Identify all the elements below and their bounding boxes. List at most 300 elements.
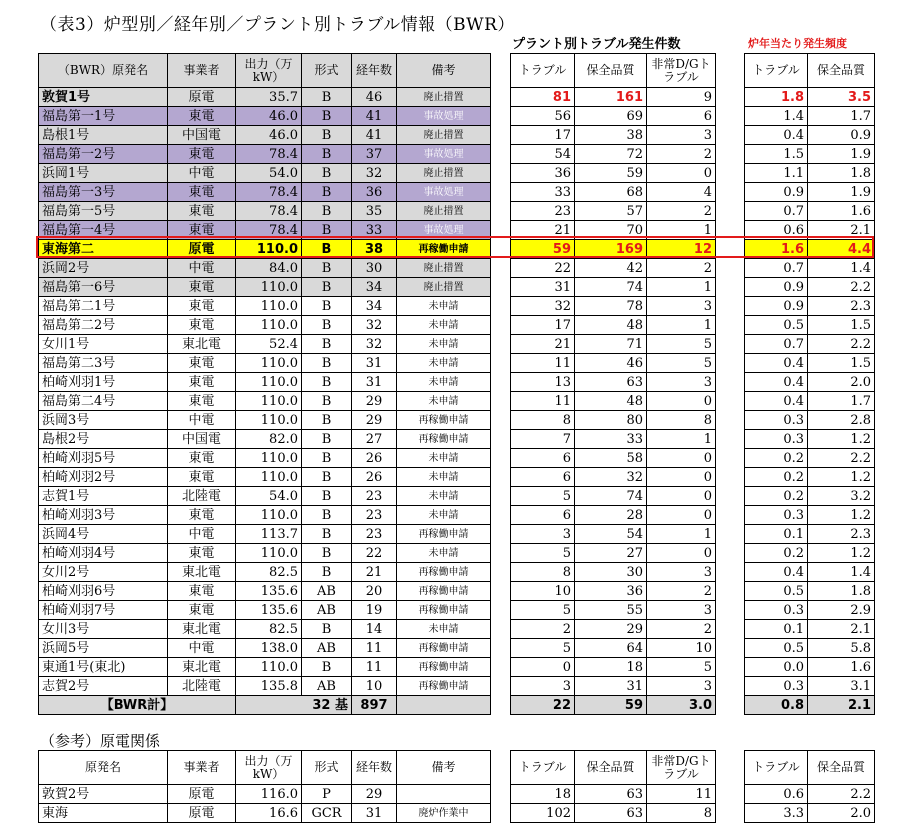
operator: 東電 (168, 316, 236, 335)
freq-hozen: 1.9 (808, 145, 875, 164)
dg-count: 8 (647, 804, 716, 823)
table-row (39, 582, 491, 601)
count-total-row (511, 696, 716, 715)
reactor-type: B (302, 430, 352, 449)
col-ftrouble-header: トラブル (745, 54, 808, 88)
table-row (39, 620, 491, 639)
count-row (511, 145, 716, 164)
trouble-count: 31 (511, 278, 575, 297)
plant-info-table (38, 53, 491, 715)
status-note: 未申請 (397, 354, 491, 373)
power-output: 82.5 (236, 620, 302, 639)
reactor-type: B (302, 544, 352, 563)
dg-count: 3 (647, 601, 716, 620)
trouble-count: 3 (511, 677, 575, 696)
count-row (511, 563, 716, 582)
plant-name: 敦賀2号 (39, 785, 168, 804)
col-fhozen-header: 保全品質 (808, 54, 875, 88)
age-years: 29 (352, 785, 397, 804)
freq-hozen: 1.7 (808, 107, 875, 126)
plant-name: 浜岡2号 (39, 259, 168, 278)
reactor-type: B (302, 563, 352, 582)
power-output: 84.0 (236, 259, 302, 278)
plant-name: 福島第一4号 (39, 221, 168, 240)
col-dg-header: 非常D/Gトラブル (647, 54, 716, 88)
power-output: 135.6 (236, 601, 302, 620)
count-row (511, 335, 716, 354)
hozen-count: 64 (575, 639, 647, 658)
power-output: 110.0 (236, 506, 302, 525)
operator: 中国電 (168, 430, 236, 449)
operator: 東電 (168, 506, 236, 525)
reactor-type: B (302, 373, 352, 392)
plant-name: 敦賀1号 (39, 88, 168, 107)
freq-row (745, 804, 875, 823)
status-note: 未申請 (397, 620, 491, 639)
power-output: 110.0 (236, 297, 302, 316)
plant-name: 島根2号 (39, 430, 168, 449)
trouble-count: 6 (511, 449, 575, 468)
dg-count: 1 (647, 316, 716, 335)
freq-hozen: 1.5 (808, 354, 875, 373)
col-age-header: 経年数 (352, 54, 397, 88)
count-row (511, 316, 716, 335)
freq-hozen: 1.5 (808, 316, 875, 335)
power-output: 110.0 (236, 240, 302, 259)
hozen-count: 30 (575, 563, 647, 582)
operator: 中電 (168, 411, 236, 430)
hozen-count: 42 (575, 259, 647, 278)
table-row (39, 183, 491, 202)
freq-hozen: 4.4 (808, 240, 875, 259)
freq-hozen: 2.2 (808, 449, 875, 468)
total-fhozen: 2.1 (808, 696, 875, 715)
reactor-type: B (302, 658, 352, 677)
freq-row (745, 335, 875, 354)
count-row (511, 544, 716, 563)
trouble-count: 5 (511, 487, 575, 506)
operator: 東電 (168, 297, 236, 316)
count-row (511, 126, 716, 145)
ref-col-power: 出力（万kW） (236, 751, 302, 785)
freq-trouble: 0.7 (745, 259, 808, 278)
freq-row (745, 582, 875, 601)
freq-hozen: 1.2 (808, 506, 875, 525)
count-row (511, 183, 716, 202)
trouble-count: 3 (511, 525, 575, 544)
count-row (511, 240, 716, 259)
dg-count: 0 (647, 506, 716, 525)
status-note: 再稼働申請 (397, 582, 491, 601)
count-row (511, 430, 716, 449)
status-note: 未申請 (397, 468, 491, 487)
freq-hozen: 5.8 (808, 639, 875, 658)
freq-hozen: 1.6 (808, 202, 875, 221)
status-note: 事故処理 (397, 221, 491, 240)
table-row (39, 221, 491, 240)
reactor-type: B (302, 202, 352, 221)
freq-row (745, 544, 875, 563)
reactor-type: B (302, 278, 352, 297)
age-years: 21 (352, 563, 397, 582)
hozen-count: 68 (575, 183, 647, 202)
count-row (511, 785, 716, 804)
dg-count: 2 (647, 582, 716, 601)
dg-count: 12 (647, 240, 716, 259)
frequency-header: 炉年当たり発生頻度 (748, 37, 847, 50)
plant-name: 浜岡4号 (39, 525, 168, 544)
operator: 東電 (168, 183, 236, 202)
info-header-row (39, 54, 491, 88)
dg-count: 2 (647, 259, 716, 278)
count-row (511, 525, 716, 544)
trouble-count: 102 (511, 804, 575, 823)
freq-trouble: 0.5 (745, 316, 808, 335)
reactor-type: B (302, 620, 352, 639)
freq-trouble: 0.4 (745, 373, 808, 392)
count-row (511, 639, 716, 658)
age-years: 10 (352, 677, 397, 696)
dg-count: 3 (647, 297, 716, 316)
col-operator-header: 事業者 (168, 54, 236, 88)
age-years: 11 (352, 639, 397, 658)
reactor-type: B (302, 183, 352, 202)
age-years: 26 (352, 468, 397, 487)
freq-row (745, 487, 875, 506)
table-row (39, 804, 491, 823)
age-years: 35 (352, 202, 397, 221)
table-row (39, 639, 491, 658)
age-years: 31 (352, 373, 397, 392)
plant-name: 福島第一6号 (39, 278, 168, 297)
freq-row (745, 449, 875, 468)
count-row (511, 506, 716, 525)
operator: 原電 (168, 804, 236, 823)
table-row (39, 202, 491, 221)
operator: 東北電 (168, 335, 236, 354)
operator: 中電 (168, 259, 236, 278)
ref-info-table (38, 750, 491, 823)
page-title: （表3）炉型別／経年別／プラント別トラブル情報（BWR） (40, 15, 515, 35)
status-note: 未申請 (397, 506, 491, 525)
age-years: 32 (352, 335, 397, 354)
table-row (39, 677, 491, 696)
status-note: 未申請 (397, 487, 491, 506)
ref-freq-table (744, 750, 875, 823)
table-row (39, 392, 491, 411)
count-row (511, 468, 716, 487)
dg-count: 5 (647, 658, 716, 677)
operator: 東電 (168, 582, 236, 601)
plant-name: 福島第一5号 (39, 202, 168, 221)
freq-trouble: 0.9 (745, 278, 808, 297)
count-row (511, 221, 716, 240)
freq-trouble: 0.4 (745, 392, 808, 411)
trouble-count: 81 (511, 88, 575, 107)
freq-trouble: 0.2 (745, 544, 808, 563)
reactor-type: AB (302, 601, 352, 620)
freq-hozen: 1.4 (808, 259, 875, 278)
power-output: 113.7 (236, 525, 302, 544)
total-label: 【BWR計】 (39, 696, 236, 715)
freq-trouble: 1.8 (745, 88, 808, 107)
trouble-count: 54 (511, 145, 575, 164)
table-row (39, 449, 491, 468)
operator: 原電 (168, 785, 236, 804)
count-row (511, 164, 716, 183)
power-output: 35.7 (236, 88, 302, 107)
plant-name: 東通1号(東北) (39, 658, 168, 677)
dg-count: 10 (647, 639, 716, 658)
freq-hozen: 1.7 (808, 392, 875, 411)
hozen-count: 78 (575, 297, 647, 316)
ref-count-header-row (511, 751, 716, 785)
dg-count: 5 (647, 335, 716, 354)
freq-trouble: 0.6 (745, 785, 808, 804)
plant-name: 浜岡3号 (39, 411, 168, 430)
ref-col-trouble: トラブル (511, 751, 575, 785)
trouble-count: 11 (511, 392, 575, 411)
table-row (39, 506, 491, 525)
status-note: 廃止措置 (397, 126, 491, 145)
freq-trouble: 3.3 (745, 804, 808, 823)
dg-count: 0 (647, 392, 716, 411)
freq-trouble: 0.2 (745, 449, 808, 468)
operator: 東電 (168, 107, 236, 126)
dg-count: 2 (647, 202, 716, 221)
plant-name: 柏崎刈羽4号 (39, 544, 168, 563)
age-years: 19 (352, 601, 397, 620)
freq-row (745, 259, 875, 278)
freq-row (745, 620, 875, 639)
operator: 北陸電 (168, 677, 236, 696)
status-note: 廃止措置 (397, 278, 491, 297)
age-years: 34 (352, 297, 397, 316)
freq-hozen: 3.1 (808, 677, 875, 696)
power-output: 110.0 (236, 392, 302, 411)
reactor-type: B (302, 487, 352, 506)
plant-name: 福島第一3号 (39, 183, 168, 202)
dg-count: 1 (647, 221, 716, 240)
trouble-count: 8 (511, 411, 575, 430)
power-output: 110.0 (236, 468, 302, 487)
freq-row (745, 354, 875, 373)
trouble-count: 17 (511, 126, 575, 145)
table-row (39, 164, 491, 183)
power-output: 78.4 (236, 202, 302, 221)
hozen-count: 31 (575, 677, 647, 696)
reactor-type: B (302, 316, 352, 335)
freq-row (745, 392, 875, 411)
status-note: 廃炉作業中 (397, 804, 491, 823)
freq-row (745, 658, 875, 677)
total-row (39, 696, 491, 715)
plant-name: 東海 (39, 804, 168, 823)
freq-row (745, 107, 875, 126)
plant-name: 浜岡5号 (39, 639, 168, 658)
status-note: 未申請 (397, 316, 491, 335)
total-count: 32 基 (236, 696, 352, 715)
freq-row (745, 525, 875, 544)
trouble-count: 7 (511, 430, 575, 449)
plant-name: 女川2号 (39, 563, 168, 582)
status-note: 再稼働申請 (397, 240, 491, 259)
power-output: 52.4 (236, 335, 302, 354)
operator: 東北電 (168, 563, 236, 582)
dg-count: 1 (647, 278, 716, 297)
plant-name: 柏崎刈羽1号 (39, 373, 168, 392)
hozen-count: 161 (575, 88, 647, 107)
ref-col-note: 備考 (397, 751, 491, 785)
freq-trouble: 0.2 (745, 468, 808, 487)
trouble-count: 22 (511, 259, 575, 278)
reactor-type: B (302, 392, 352, 411)
age-years: 11 (352, 658, 397, 677)
freq-row (745, 639, 875, 658)
age-years: 29 (352, 411, 397, 430)
power-output: 54.0 (236, 487, 302, 506)
freq-trouble: 0.7 (745, 335, 808, 354)
operator: 東電 (168, 373, 236, 392)
freq-trouble: 0.4 (745, 354, 808, 373)
count-row (511, 658, 716, 677)
table-row (39, 785, 491, 804)
plant-name: 福島第二4号 (39, 392, 168, 411)
age-years: 23 (352, 525, 397, 544)
trouble-count: 56 (511, 107, 575, 126)
trouble-count-header: プラント別トラブル発生件数 (512, 37, 681, 52)
count-row (511, 373, 716, 392)
freq-hozen: 1.2 (808, 430, 875, 449)
trouble-count: 10 (511, 582, 575, 601)
age-years: 38 (352, 240, 397, 259)
operator: 中国電 (168, 126, 236, 145)
hozen-count: 74 (575, 487, 647, 506)
freq-row (745, 785, 875, 804)
col-note-header: 備考 (397, 54, 491, 88)
plant-name: 柏崎刈羽3号 (39, 506, 168, 525)
trouble-count: 21 (511, 221, 575, 240)
ref-col-name: 原発名 (39, 751, 168, 785)
freq-row (745, 145, 875, 164)
operator: 東電 (168, 468, 236, 487)
freq-row (745, 563, 875, 582)
table-row (39, 601, 491, 620)
reactor-type: B (302, 164, 352, 183)
freq-row (745, 677, 875, 696)
col-power-header: 出力（万kW） (236, 54, 302, 88)
power-output: 110.0 (236, 278, 302, 297)
plant-name: 柏崎刈羽2号 (39, 468, 168, 487)
trouble-count: 2 (511, 620, 575, 639)
trouble-count: 18 (511, 785, 575, 804)
dg-count: 5 (647, 354, 716, 373)
operator: 東電 (168, 202, 236, 221)
reactor-type: B (302, 240, 352, 259)
operator: 原電 (168, 240, 236, 259)
table-row (39, 145, 491, 164)
age-years: 41 (352, 107, 397, 126)
trouble-count: 33 (511, 183, 575, 202)
power-output: 78.4 (236, 183, 302, 202)
dg-count: 3 (647, 563, 716, 582)
operator: 東電 (168, 544, 236, 563)
hozen-count: 32 (575, 468, 647, 487)
hozen-count: 33 (575, 430, 647, 449)
freq-trouble: 0.3 (745, 601, 808, 620)
status-note: 事故処理 (397, 183, 491, 202)
operator: 東北電 (168, 620, 236, 639)
table-row (39, 335, 491, 354)
freq-trouble: 1.6 (745, 240, 808, 259)
dg-count: 0 (647, 449, 716, 468)
age-years: 27 (352, 430, 397, 449)
table-row (39, 468, 491, 487)
dg-count: 6 (647, 107, 716, 126)
hozen-count: 72 (575, 145, 647, 164)
count-row (511, 278, 716, 297)
count-row (511, 804, 716, 823)
table-row (39, 259, 491, 278)
age-years: 20 (352, 582, 397, 601)
age-years: 46 (352, 88, 397, 107)
reactor-type: AB (302, 582, 352, 601)
age-years: 14 (352, 620, 397, 639)
status-note: 未申請 (397, 373, 491, 392)
ref-col-ftrouble: トラブル (745, 751, 808, 785)
freq-trouble: 0.0 (745, 658, 808, 677)
status-note: 再稼働申請 (397, 430, 491, 449)
freq-trouble: 1.5 (745, 145, 808, 164)
hozen-count: 80 (575, 411, 647, 430)
freq-hozen: 2.8 (808, 411, 875, 430)
status-note: 事故処理 (397, 107, 491, 126)
trouble-count: 21 (511, 335, 575, 354)
hozen-count: 58 (575, 449, 647, 468)
operator: 東電 (168, 601, 236, 620)
trouble-count: 5 (511, 601, 575, 620)
operator: 中電 (168, 639, 236, 658)
operator: 中電 (168, 164, 236, 183)
freq-row (745, 278, 875, 297)
count-row (511, 354, 716, 373)
freq-trouble: 0.3 (745, 506, 808, 525)
hozen-count: 70 (575, 221, 647, 240)
reactor-type: GCR (302, 804, 352, 823)
hozen-count: 63 (575, 373, 647, 392)
plant-name: 志賀2号 (39, 677, 168, 696)
plant-name: 福島第二2号 (39, 316, 168, 335)
status-note: 廃止措置 (397, 164, 491, 183)
col-name-header: （BWR）原発名 (39, 54, 168, 88)
age-years: 26 (352, 449, 397, 468)
plant-name: 東海第二 (39, 240, 168, 259)
freq-trouble: 1.1 (745, 164, 808, 183)
dg-count: 0 (647, 544, 716, 563)
dg-count: 2 (647, 620, 716, 639)
freq-trouble: 0.1 (745, 620, 808, 639)
age-years: 32 (352, 316, 397, 335)
power-output: 78.4 (236, 221, 302, 240)
freq-trouble: 0.3 (745, 411, 808, 430)
freq-hozen: 1.8 (808, 164, 875, 183)
trouble-count: 17 (511, 316, 575, 335)
plant-name: 柏崎刈羽7号 (39, 601, 168, 620)
ref-col-hozen: 保全品質 (575, 751, 647, 785)
ref-count-table (510, 750, 716, 823)
table-row (39, 126, 491, 145)
status-note: 再稼働申請 (397, 658, 491, 677)
